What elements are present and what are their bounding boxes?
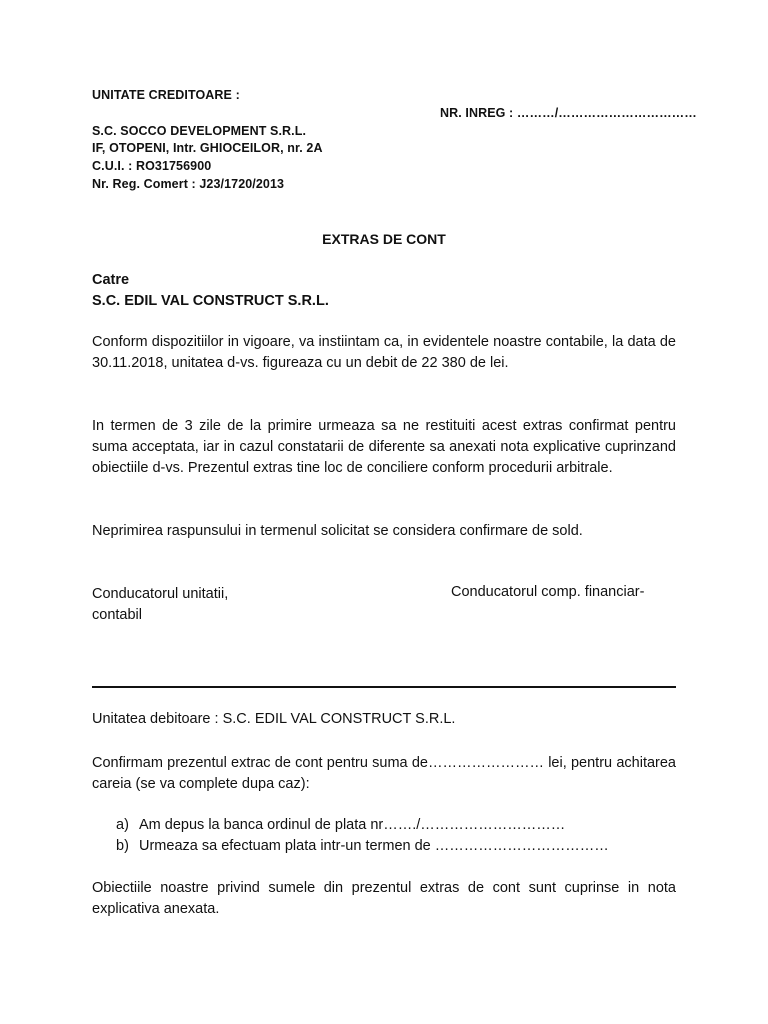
list-item — [116, 836, 609, 857]
signature-right-label: Conducatorul comp. financiar- — [451, 584, 645, 600]
creditor-address: IF, OTOPENI, Intr. GHIOCEILOR, nr. 2A — [92, 141, 323, 155]
payment-options-list — [116, 815, 609, 857]
list-item-text: Urmeaza sa efectuam plata intr-un termen de ……………………………… — [139, 838, 609, 854]
recipient-name: S.C. EDIL VAL CONSTRUCT S.R.L. — [92, 293, 329, 309]
objections-paragraph: Obiectiile noastre privind sumele din prezentul extras de cont sunt cuprinse in nota explicativa anexata. — [92, 880, 676, 917]
balance-paragraph: Conform dispozitiilor in vigoare, va instiintam ca, in evidentele noastre contabile, la data de 30.11.2018, unitatea d-vs. figureaza cu un debit de 22 380 de lei. — [92, 334, 676, 371]
creditor-cui: C.U.I. : RO31756900 — [92, 159, 212, 173]
confirmation-note: Neprimirea raspunsului in termenul solicitat se considera confirmare de sold. — [92, 523, 583, 539]
list-item-text: Am depus la banca ordinul de plata nr……./………………………… — [139, 817, 566, 833]
document-title: EXTRAS DE CONT — [322, 231, 446, 247]
debtor-confirmation-paragraph: Confirmam prezentul extrac de cont pentru suma de…………………… lei, pentru achitarea careia (se va complete dupa caz): — [92, 755, 676, 792]
list-marker: a) — [116, 817, 129, 833]
signature-block-left — [92, 584, 228, 626]
registration-number: NR. INREG : ………/…………………………… — [440, 106, 697, 120]
instructions-paragraph: In termen de 3 zile de la primire urmeaza sa ne restituiti acest extras confirmat pentru suma acceptata, iar in cazul constatarii de diferente sa anexati nota explicative cuprinzand obiectiile d-vs. Prezentul extras tine loc de conciliere conform procedurii arbitrale. — [92, 418, 676, 476]
list-item — [116, 815, 609, 836]
list-marker: b) — [116, 838, 129, 854]
debtor-line: Unitatea debitoare : S.C. EDIL VAL CONSTRUCT S.R.L. — [92, 711, 456, 727]
signature-right-continuation: contabil — [92, 607, 142, 623]
recipient-prefix: Catre — [92, 272, 130, 288]
creditor-label: UNITATE CREDITOARE : — [92, 88, 240, 102]
creditor-name: S.C. SOCCO DEVELOPMENT S.R.L. — [92, 124, 307, 138]
section-divider — [92, 686, 676, 688]
signature-left-label: Conducatorul unitatii, — [92, 586, 229, 602]
creditor-reg-comert: Nr. Reg. Comert : J23/1720/2013 — [92, 177, 285, 191]
